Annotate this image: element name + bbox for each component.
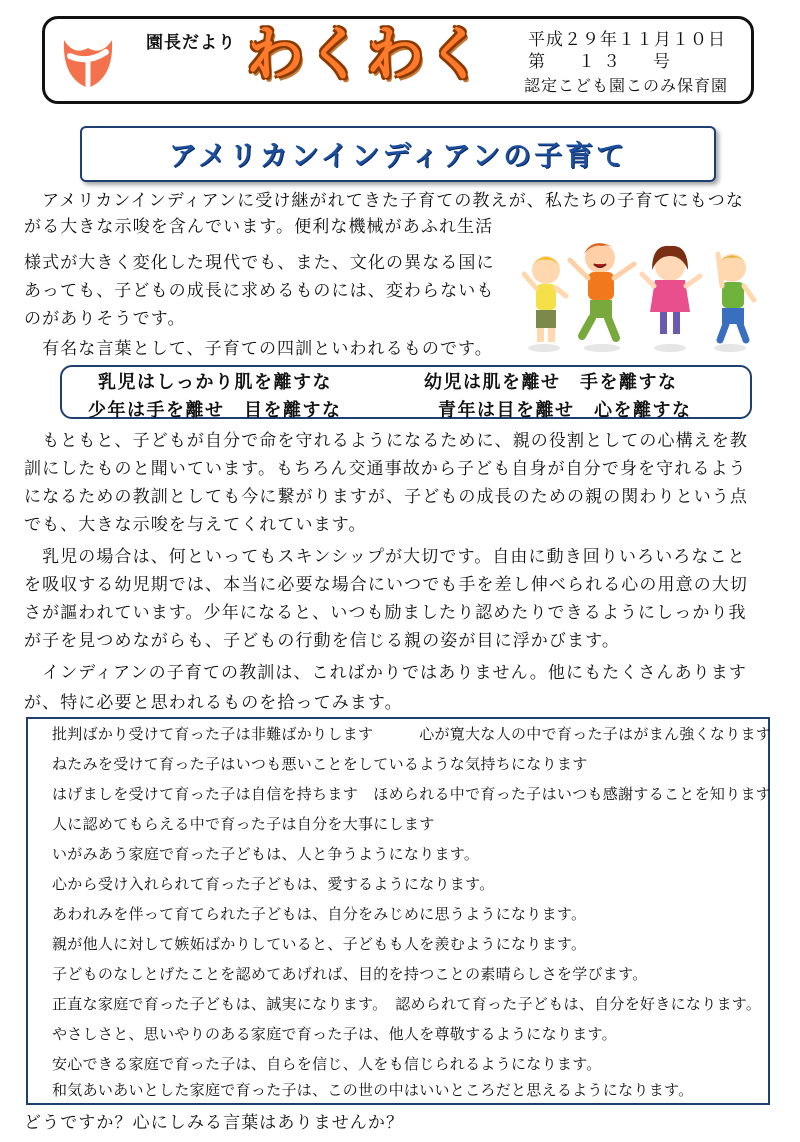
precept-youth: 青年は目を離せ 心を離すな (438, 400, 692, 421)
child-figure (642, 246, 700, 352)
saying-line: ねたみを受けて育った子はいつも悪いことをしているような気持ちになります (52, 755, 588, 773)
child-figure (524, 256, 566, 352)
child-figure (570, 243, 634, 352)
saying-line: 批判ばかり受けて育った子は非難ばかりします 心が寛大な人の中で育った子はがまん強くなります (52, 725, 772, 743)
body-line: になるための教訓としても今に繋がりますが、子どもの成長のための親の関わりという点 (24, 487, 748, 507)
saying-line: 親が他人に対して嫉妬ばかりしていると、子どもも人を羨むようになります。 (52, 935, 587, 953)
body-line: でも、大きな示唆を与えてくれています。 (24, 515, 367, 535)
newsletter-label: 園長だより (146, 33, 236, 53)
intro-line: あっても、子どもの成長に求めるものには、変わらないも (24, 281, 495, 301)
precept-toddler: 幼児は肌を離せ 手を離すな (424, 372, 678, 393)
body-line: さが謳われています。少年になると、いつも励ましたり認めたりできるようにしっかり我 (24, 603, 747, 623)
issue-date: 平成２９年１１月１０日 (528, 30, 726, 50)
saying-line: 人に認めてもらえる中で育った子は自分を大事にします (52, 815, 435, 833)
intro-line: 有名な言葉として、子育ての四訓といわれるものです。 (24, 339, 493, 359)
saying-line: 正直な家庭で育った子どもは、誠実になります。 認められて育った子どもは、自分を好きになります。 (52, 995, 762, 1013)
intro-line: アメリカンインディアンに受け継がれてきた子育ての教えが、私たちの子育てにもつな (24, 191, 744, 211)
saying-line: はげましを受けて育った子は自信を持ちます ほめられる中で育った子はいつも感謝することを知ります (52, 785, 772, 803)
jumping-children-illustration (522, 230, 758, 354)
school-name: 認定こども園このみ保育園 (524, 76, 729, 95)
saying-line: やさしさと、思いやりのある家庭で育った子は、他人を尊敬するようになります。 (52, 1025, 617, 1043)
tulip-logo-icon (58, 30, 118, 92)
child-figure (714, 254, 754, 352)
body-line: が子を見つめながらも、子どもの行動を信じる親の姿が目に浮かびます。 (24, 631, 620, 651)
intro-line: 様式が大きく変化した現代でも、また、文化の異なる国に (24, 253, 495, 273)
body-line: もともと、子どもが自分で命を守れるようになるために、親の役割としての心構えを教 (24, 431, 748, 451)
body-line: が、特に必要と思われるものを拾ってみます。 (24, 693, 403, 713)
precept-infant: 乳児はしっかり肌を離すな (98, 372, 332, 393)
precept-boy: 少年は手を離せ 目を離すな (88, 400, 342, 421)
body-line: 乳児の場合は、何といってもスキンシップが大切です。自由に動き回りいろいろなこと (24, 547, 746, 567)
saying-line: 安心できる家庭で育った子は、自らを信じ、人をも信じられるようになります。 (52, 1055, 602, 1073)
saying-line: 子どものなしとげたことを認めてあげれば、目的を持つことの素晴らしさを学びます。 (52, 965, 648, 983)
issue-number: 第 １３ 号 (528, 52, 678, 72)
body-line: を吸収する幼児期では、本当に必要な場合にいつでも手を差し伸べられる心の用意の大切 (24, 575, 748, 595)
saying-line: 心から受け入れられて育った子どもは、愛するようになります。 (52, 875, 495, 893)
newsletter-title: わくわく (246, 20, 487, 88)
closing-line: どうですか？心にしみる言葉はありませんか？ (24, 1113, 405, 1133)
saying-line: 和気あいあいとした家庭で育った子は、この世の中はいいところだと思えるようになります。 (52, 1081, 694, 1099)
intro-line: のがありそうです。 (24, 309, 186, 329)
body-line: インディアンの子育ての教訓は、こればかりではありません。他にもたくさんあります (24, 663, 747, 683)
saying-line: いがみあう家庭で育った子どもは、人と争うようになります。 (52, 845, 480, 863)
saying-line: あわれみを伴って育てられた子どもは、自分をみじめに思うようになります。 (52, 905, 587, 923)
intro-line: がる大きな示唆を含んでいます。便利な機械があふれ生活 (24, 217, 494, 237)
body-line: 訓にしたものと聞いています。もちろん交通事故から子ども自身が自分で身を守れるよう (24, 459, 747, 479)
article-title: アメリカンインディアンの子育て (168, 139, 628, 172)
